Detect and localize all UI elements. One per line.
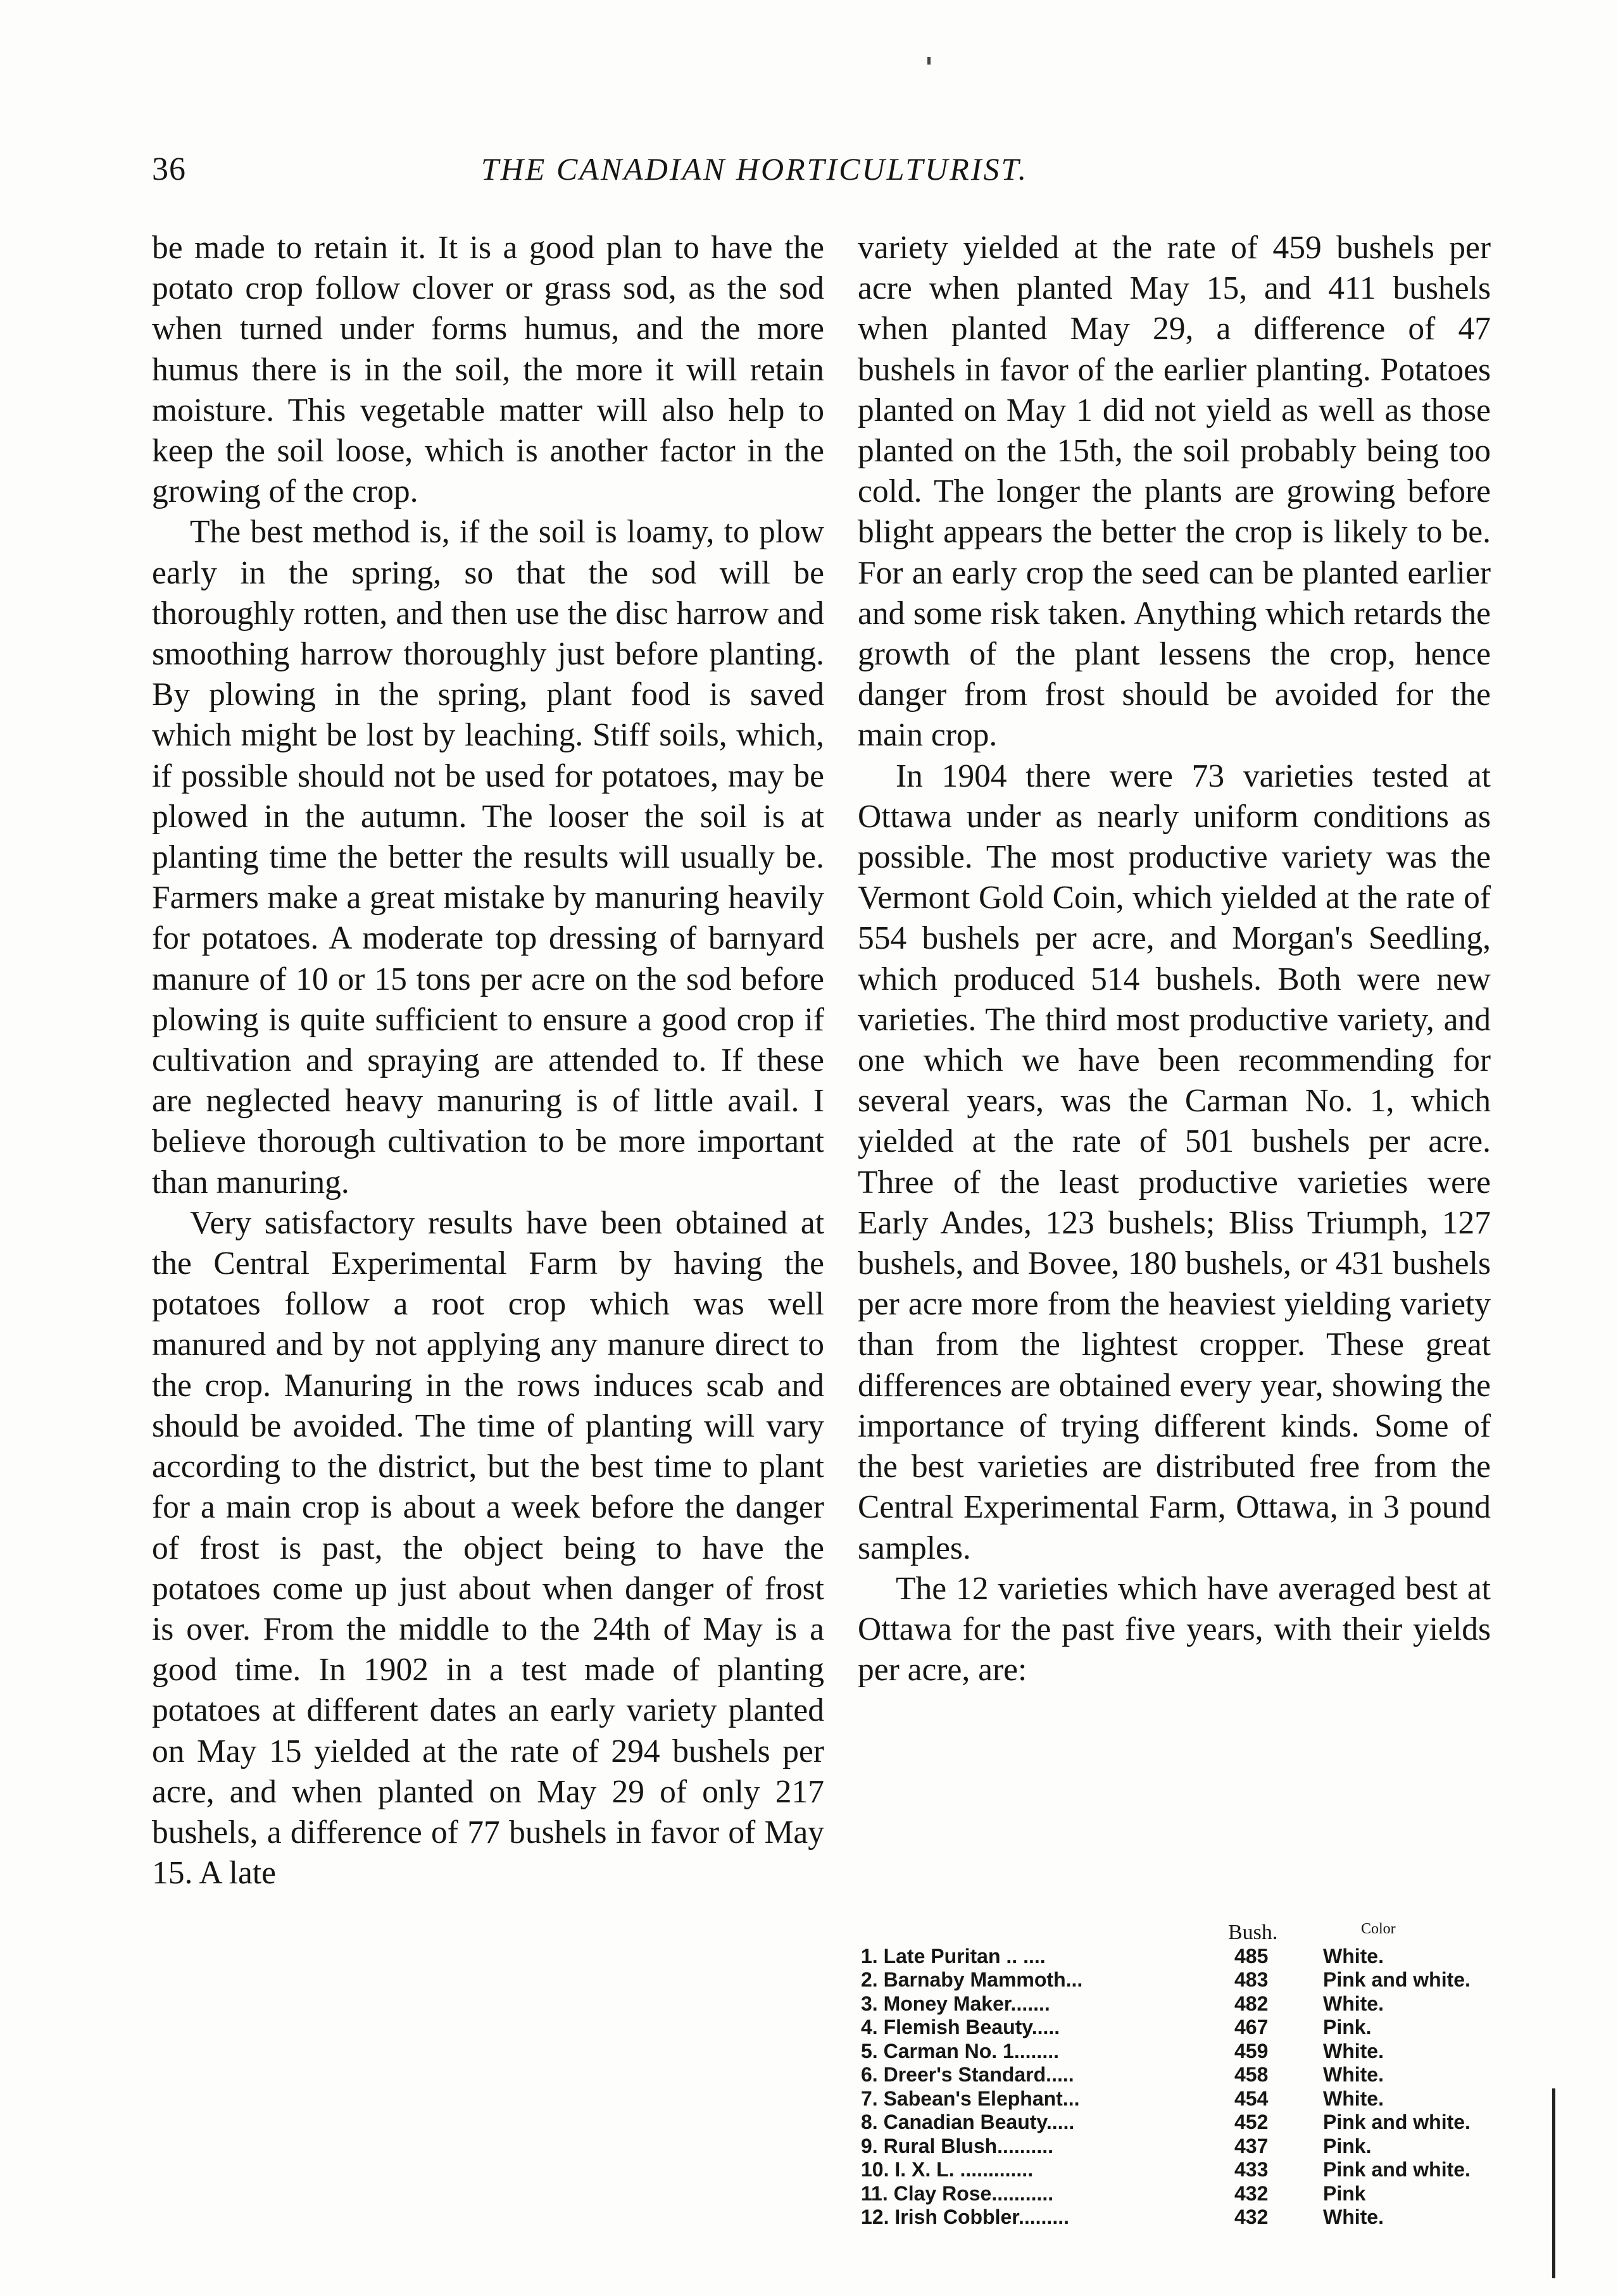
variety-name: 6. Dreer's Standard..... <box>861 2063 1074 2086</box>
table-row <box>861 2135 1494 2159</box>
table-body <box>861 1945 1494 2230</box>
bushels-value: 458 <box>1234 2063 1269 2086</box>
bushels-value: 452 <box>1234 2111 1269 2133</box>
bushels-value: 432 <box>1234 2181 1269 2205</box>
variety-yield-table <box>861 1921 1494 2230</box>
variety-name: 1. Late Puritan .. .... <box>861 1944 1046 1968</box>
color-value: White. <box>1323 2039 1384 2062</box>
table-row <box>861 2040 1494 2064</box>
print-speck <box>927 57 931 65</box>
color-value: Pink and white. <box>1323 2111 1471 2133</box>
table-row <box>861 2063 1494 2087</box>
page-number: 36 <box>152 151 186 187</box>
left-paragraph-1: be made to retain it. It is a good plan to have the potato crop follow clover or grass sod, as the sod when turned under forms humus, and the more humus there is in the soil, the more it will retain moisture. This vegetable matter will also help to keep the soil loose, which is another factor in the growing of the crop. <box>152 230 824 510</box>
variety-name: 2. Barnaby Mammoth... <box>861 1968 1083 1991</box>
color-column-header: Color <box>1361 1921 1396 1937</box>
color-value: Pink. <box>1323 2016 1372 2038</box>
variety-name: 7. Sabean's Elephant... <box>861 2087 1080 2110</box>
bushels-value: 467 <box>1234 2016 1269 2038</box>
bushels-value: 459 <box>1234 2039 1269 2062</box>
variety-name: 3. Money Maker....... <box>861 1992 1050 2015</box>
bushels-value: 433 <box>1234 2158 1269 2181</box>
table-row <box>861 2111 1494 2135</box>
color-value: Pink <box>1323 2181 1366 2205</box>
bushels-column-header: Bush. <box>1228 1921 1278 1944</box>
table-row <box>861 1992 1494 2016</box>
color-value: White. <box>1323 2087 1384 2110</box>
right-paragraph-2: In 1904 there were 73 varieties tested at Ottawa under as nearly uniform conditions as possible. The most productive variety was the Vermont Gold Coin, which yielded at the rate of 554 bushels per acre, and Morgan's Seedling, which produced 514 bushels. Both were new varieties. The third most productive variety, and one which we have been recommending for several years, was the Carman No. 1, which yielded at the rate of 501 bushels per acre. Three of the least productive varieties were Early Andes, 123 bushels; Bliss Triumph, 127 bushels, and Bovee, 180 bushels, or 431 bushels per acre more from the heaviest yielding variety than from the lightest cropper. These great differences are obtained every year, showing the importance of trying different kinds. Some of the best varieties are distributed free from the Central Experimental Farm, Ottawa, in 3 pound samples. <box>858 758 1491 1566</box>
bushels-value: 432 <box>1234 2206 1269 2228</box>
right-column <box>858 228 1491 1690</box>
color-value: Pink and white. <box>1323 1968 1471 1991</box>
color-value: White. <box>1323 1992 1384 2015</box>
table-header-row <box>861 1921 1494 1945</box>
color-value: White. <box>1323 1944 1384 1968</box>
variety-name: 9. Rural Blush.......... <box>861 2134 1054 2157</box>
right-paragraph-3: The 12 varieties which have averaged best at Ottawa for the past five years, with their yields per acre, are: <box>858 1570 1491 1688</box>
table-row <box>861 2087 1494 2111</box>
right-paragraph-1: variety yielded at the rate of 459 bushels per acre when planted May 15, and 411 bushels when planted May 29, a difference of 47 bushels in favor of the earlier planting. Potatoes planted on May 1 did not yield as well as those planted on the 15th, the soil probably being too cold. The longer the plants are growing before blight appears the better the crop is likely to be. For an early crop the seed can be planted earlier and some risk taken. Anything which retards the growth of the plant lessens the crop, hence danger from frost should be avoided for the main crop. <box>858 230 1491 754</box>
variety-name: 11. Clay Rose........... <box>861 2181 1054 2205</box>
left-paragraph-2: The best method is, if the soil is loamy, to plow early in the spring, so that the sod will be thoroughly rotten, and then use the disc harrow and smoothing harrow thoroughly just before planting. By plowing in the spring, plant food is saved which might be lost by leaching. Stiff soils, which, if possible should not be used for potatoes, may be plowed in the autumn. The looser the soil is at planting time the better the results will usually be. Farmers make a great mistake by manuring heavily for potatoes. A moderate top dressing of barnyard manure of 10 or 15 tons per acre on the sod before plowing is quite sufficient to ensure a good crop if cultivation and spraying are attended to. If these are neglected heavy manuring is of little avail. I believe thorough cultivation to be more important than manuring. <box>152 514 824 1201</box>
table-row <box>861 1945 1494 1969</box>
table-row <box>861 2206 1494 2230</box>
variety-name: 4. Flemish Beauty..... <box>861 2016 1060 2038</box>
variety-name: 5. Carman No. 1........ <box>861 2039 1059 2062</box>
margin-rule <box>1552 2088 1555 2278</box>
color-value: White. <box>1323 2206 1384 2228</box>
table-row <box>861 1968 1494 1992</box>
color-value: Pink. <box>1323 2134 1372 2157</box>
table-row <box>861 2158 1494 2182</box>
left-paragraph-3: Very satisfactory results have been obtained at the Central Experimental Farm by having the potatoes follow a root crop which was well manured and by not applying any manure direct to the crop. Manuring in the rows induces scab and should be avoided. The time of planting will vary according to the district, but the best time to plant for a main crop is about a week before the danger of frost is past, the object being to have the potatoes come up just about when danger of frost is over. From the middle to the 24th of May is a good time. In 1902 in a test made of planting potatoes at different dates an early variety planted on May 15 yielded at the rate of 294 bushels per acre, and when planted on May 29 of only 217 bushels, a difference of 77 bushels in favor of May 15. A late <box>152 1204 824 1892</box>
variety-name: 12. Irish Cobbler......... <box>861 2206 1069 2228</box>
variety-name: 10. I. X. L. ............. <box>861 2158 1034 2181</box>
color-value: White. <box>1323 2063 1384 2086</box>
table-row <box>861 2016 1494 2040</box>
table-row <box>861 2182 1494 2206</box>
variety-name: 8. Canadian Beauty..... <box>861 2111 1075 2133</box>
bushels-value: 485 <box>1234 1944 1269 1968</box>
bushels-value: 482 <box>1234 1992 1269 2015</box>
bushels-value: 454 <box>1234 2087 1269 2110</box>
bushels-value: 483 <box>1234 1968 1269 1991</box>
color-value: Pink and white. <box>1323 2158 1471 2181</box>
left-column <box>152 228 824 1894</box>
bushels-value: 437 <box>1234 2134 1269 2157</box>
running-head: THE CANADIAN HORTICULTURIST. <box>481 151 1029 187</box>
